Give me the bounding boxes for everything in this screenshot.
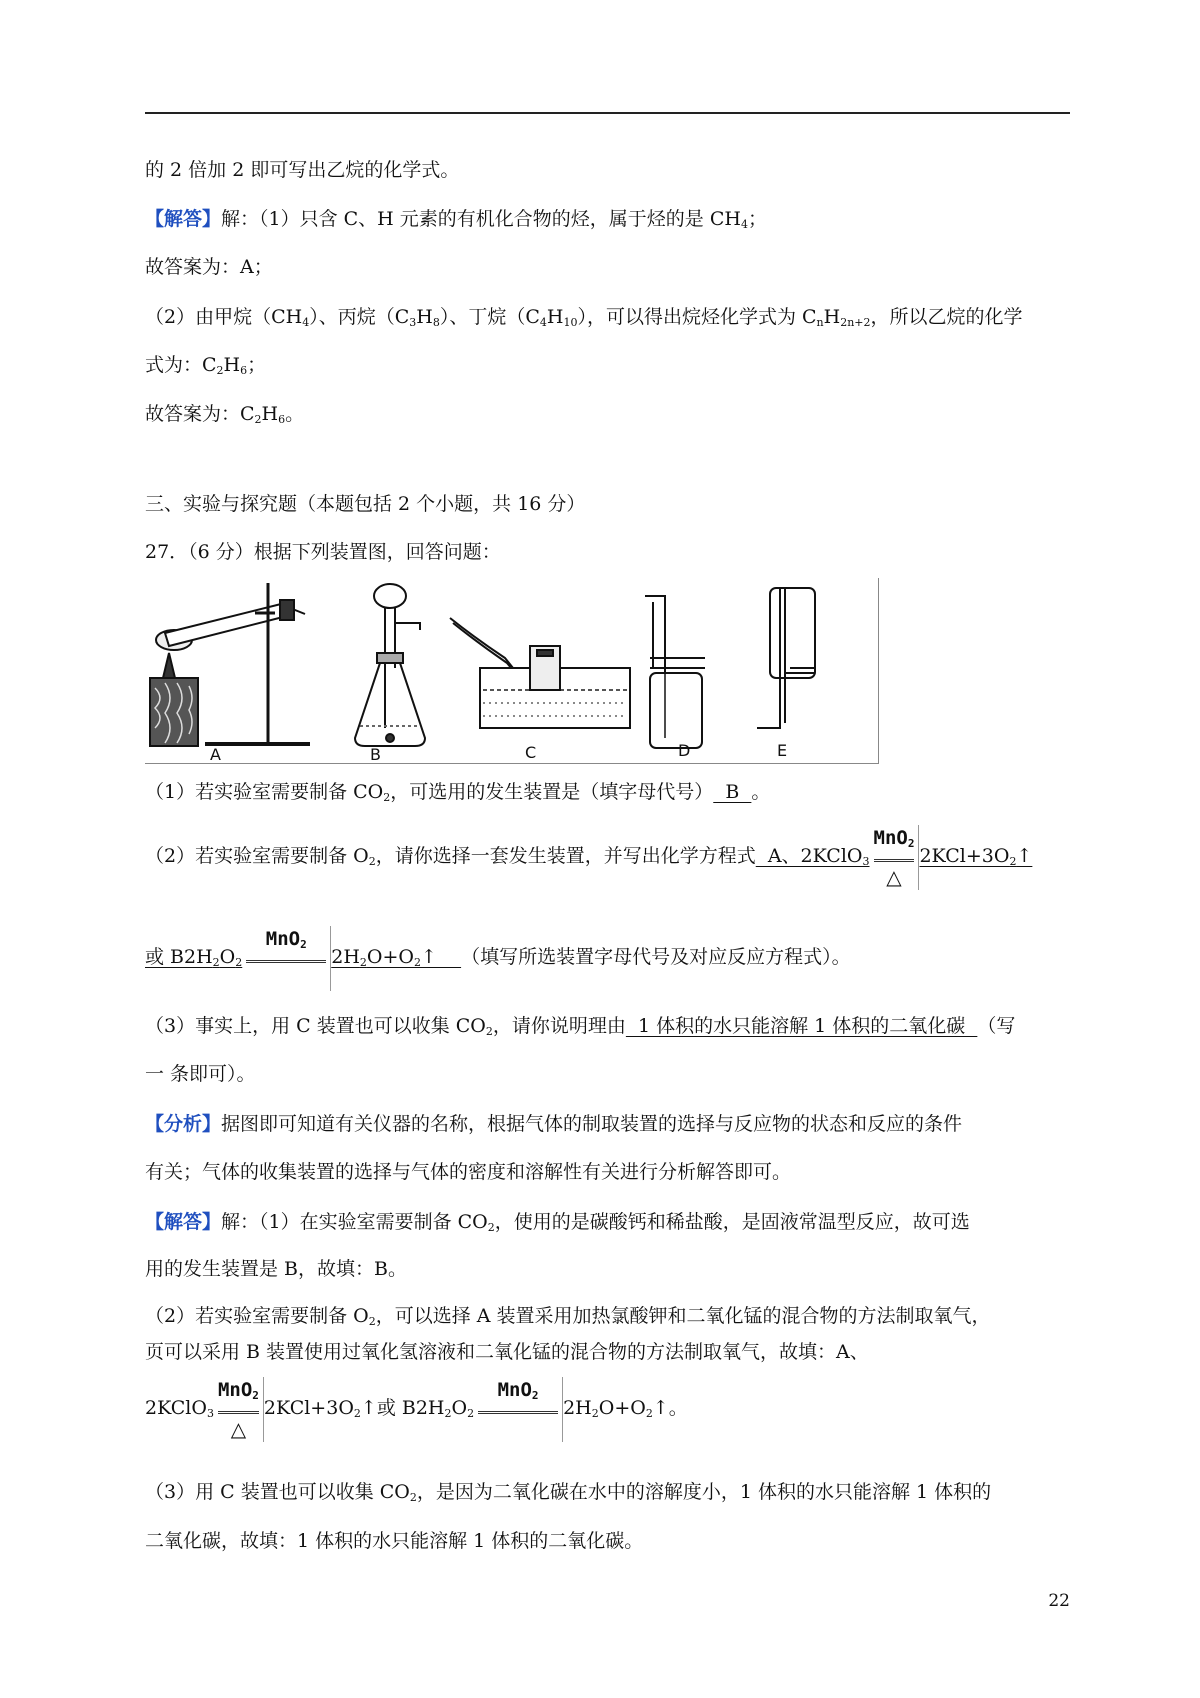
subscript: 2 xyxy=(645,1407,653,1420)
text: 2KCl+3O xyxy=(919,845,1010,867)
subscript: 2 xyxy=(487,1221,495,1234)
text: （2）由甲烷（CH xyxy=(145,306,303,328)
text: 故答案为：A； xyxy=(145,256,273,278)
subscript: 2 xyxy=(368,855,376,868)
subscript: 4 xyxy=(302,316,310,329)
equals-bar xyxy=(246,960,326,963)
text: ，是因为二氧化碳在水中的溶解度小，1 体积的水只能溶解 1 体积的 xyxy=(416,1481,992,1503)
text: （2）若实验室需要制备 O xyxy=(145,1305,369,1327)
subscript: 2 xyxy=(212,956,220,969)
figure-label-d: D xyxy=(678,741,691,760)
subscript: 2 xyxy=(254,413,262,426)
question-2-cont xyxy=(145,922,851,998)
subscript: 10 xyxy=(563,316,578,329)
reaction-condition xyxy=(870,825,920,890)
subscript: 2 xyxy=(235,956,243,969)
text: ↑ xyxy=(421,946,462,968)
catalyst-label: MnO$_2$ xyxy=(873,826,915,850)
text: 二氧化碳，故填：1 体积的水只能溶解 1 体积的二氧化碳。 xyxy=(145,1530,644,1552)
text: ↑或 B2H xyxy=(360,1397,445,1419)
text: （3）事实上，用 C 装置也可以收集 CO xyxy=(145,1015,486,1037)
text: A、2KClO xyxy=(755,845,863,867)
text: 式为：C xyxy=(145,354,217,376)
text: 的 2 倍加 2 即可写出乙烷的化学式。 xyxy=(145,159,460,181)
subscript: 2 xyxy=(353,1407,361,1420)
subscript: 6 xyxy=(278,413,286,426)
apparatus-c xyxy=(450,618,630,728)
subscript: 2 xyxy=(409,1491,417,1504)
question-2 xyxy=(145,818,1032,900)
text: 用的发生装置是 B，故填：B。 xyxy=(145,1258,407,1280)
text: 一 条即可）。 xyxy=(145,1063,256,1085)
text: H xyxy=(546,306,564,328)
text: ，所以乙烷的化学 xyxy=(870,306,1023,328)
reaction-condition xyxy=(242,926,331,991)
answer-line xyxy=(145,1208,970,1242)
subscript: 2 xyxy=(359,956,367,969)
subscript: 3 xyxy=(206,1407,214,1420)
subscript: 2 xyxy=(216,364,224,377)
answer-blank xyxy=(145,946,242,968)
apparatus-d xyxy=(645,596,705,748)
text: ↑ xyxy=(1016,845,1033,867)
question-title xyxy=(145,538,501,566)
subscript: 4 xyxy=(539,316,547,329)
text-line xyxy=(145,1302,991,1336)
figure-label-b: B xyxy=(370,745,381,763)
section-heading xyxy=(145,490,585,518)
analysis-line xyxy=(145,1110,962,1138)
text: 有关；气体的收集装置的选择与气体的密度和溶解性有关进行分析解答即可。 xyxy=(145,1161,792,1183)
subscript: 3 xyxy=(862,855,870,868)
subscript: 2 xyxy=(485,1025,493,1038)
text: 故答案为：C xyxy=(145,403,255,425)
text: ）、丁烷（C xyxy=(439,306,540,328)
text-line xyxy=(145,1478,991,1512)
subscript: 8 xyxy=(432,316,440,329)
text: （写 xyxy=(977,1015,1016,1037)
text: O+O xyxy=(366,946,414,968)
text: 。 xyxy=(285,403,305,425)
apparatus-diagram xyxy=(145,578,878,763)
catalyst-label: MnO$_2$ xyxy=(497,1378,539,1402)
text: 三、实验与探究题（本题包括 2 个小题，共 16 分） xyxy=(145,493,586,515)
question-3 xyxy=(145,1012,1015,1046)
subscript: 2n+2 xyxy=(840,316,871,329)
text-line xyxy=(145,1338,869,1366)
text: 页可以采用 B 装置使用过氧化氢溶液和二氧化锰的混合物的方法制取氧气，故填：A、 xyxy=(145,1341,869,1363)
catalyst-label: MnO$_2$ xyxy=(265,927,307,951)
answer-blank: 1 体积的水只能溶解 1 体积的二氧化碳 xyxy=(625,1015,978,1037)
question-1 xyxy=(145,778,770,812)
text: 据图即可知道有关仪器的名称，根据气体的制取装置的选择与反应物的状态和反应的条件 xyxy=(221,1113,963,1135)
text: 或 B2H xyxy=(145,946,213,968)
subscript: 2 xyxy=(383,791,391,804)
answer-blank: B xyxy=(713,781,752,803)
figure-label-e: E xyxy=(777,741,788,760)
text-line xyxy=(145,400,304,434)
text: 2KClO xyxy=(145,1397,207,1419)
analysis-tag: 【分析】 xyxy=(145,1113,222,1135)
text: 2KCl+3O xyxy=(263,1397,354,1419)
text: ，可以选择 A 装置采用加热氯酸钾和二氧化锰的混合物的方法制取氧气， xyxy=(375,1305,991,1327)
subscript: 4 xyxy=(740,218,748,231)
heat-symbol: △ xyxy=(886,864,902,889)
figure-label-a: A xyxy=(210,745,221,763)
text: 2H xyxy=(331,946,360,968)
text: H xyxy=(261,403,279,425)
subscript: n xyxy=(816,316,824,329)
equals-bar xyxy=(874,859,915,862)
reaction-condition xyxy=(474,1377,563,1442)
subscript: 2 xyxy=(1009,855,1017,868)
text-line xyxy=(145,303,1023,337)
text: （填写所选装置字母代号及对应反应方程式）。 xyxy=(461,946,851,968)
text: ； xyxy=(247,354,267,376)
figure-label-c: C xyxy=(525,743,537,762)
text: （1）若实验室需要制备 CO xyxy=(145,781,384,803)
text: H xyxy=(416,306,433,328)
equals-bar xyxy=(218,1411,259,1414)
text-line xyxy=(145,253,273,281)
text: 解：（1）只含 C、H 元素的有机化合物的烃，属于烃的是 CH xyxy=(221,208,741,230)
answer-line xyxy=(145,205,767,239)
text: H xyxy=(223,354,241,376)
text: （2）若实验室需要制备 O xyxy=(145,845,369,867)
text: 27．（6 分）根据下列装置图，回答问题： xyxy=(145,541,501,563)
text-line xyxy=(145,351,266,385)
text: O xyxy=(451,1397,468,1419)
answer-blank xyxy=(331,946,461,968)
answer-blank xyxy=(756,845,870,867)
text-line xyxy=(145,1060,256,1088)
text-line xyxy=(145,1527,643,1555)
text-line xyxy=(145,1255,407,1283)
page-number: 22 xyxy=(1048,1591,1070,1611)
empty-condition xyxy=(246,965,326,991)
equals-bar xyxy=(478,1411,558,1414)
text: ↑。 xyxy=(652,1397,688,1419)
subscript: 2 xyxy=(368,1315,376,1328)
apparatus-a xyxy=(150,583,310,746)
answer-tag: 【解答】 xyxy=(145,1211,222,1233)
equation-line xyxy=(145,1370,688,1452)
apparatus-e xyxy=(757,588,815,728)
text: （3）用 C 装置也可以收集 CO xyxy=(145,1481,410,1503)
subscript: 6 xyxy=(240,364,248,377)
text: ，使用的是碳酸钙和稀盐酸，是固液常温型反应，故可选 xyxy=(494,1211,970,1233)
text: O+O xyxy=(598,1397,646,1419)
text: 解：（1）在实验室需要制备 CO xyxy=(221,1211,488,1233)
header-rule xyxy=(145,112,1070,114)
text: 。 xyxy=(751,781,771,803)
text-line xyxy=(145,1158,791,1186)
text: ，可选用的发生装置是（填字母代号） xyxy=(390,781,714,803)
subscript: 2 xyxy=(414,956,421,969)
apparatus-figure xyxy=(145,578,879,764)
answer-tag: 【解答】 xyxy=(145,208,222,230)
subscript: 2 xyxy=(591,1407,599,1420)
text: ，请你说明理由 xyxy=(492,1015,626,1037)
text: ），可以得出烷烃化学式为 C xyxy=(577,306,817,328)
subscript: 2 xyxy=(444,1407,452,1420)
answer-blank xyxy=(919,845,1032,867)
catalyst-label: MnO$_2$ xyxy=(217,1378,259,1402)
empty-condition xyxy=(478,1416,558,1442)
subscript: 3 xyxy=(409,316,417,329)
text: ，请你选择一套发生装置，并写出化学方程式 xyxy=(375,845,756,867)
reaction-condition xyxy=(214,1377,264,1442)
text: ； xyxy=(747,208,767,230)
text: ）、丙烷（C xyxy=(309,306,410,328)
text: H xyxy=(823,306,841,328)
apparatus-b xyxy=(355,584,425,746)
heat-symbol: △ xyxy=(230,1416,247,1441)
text: 2H xyxy=(563,1397,592,1419)
text: O xyxy=(219,946,236,968)
subscript: 2 xyxy=(467,1407,475,1420)
text-line xyxy=(145,156,459,184)
